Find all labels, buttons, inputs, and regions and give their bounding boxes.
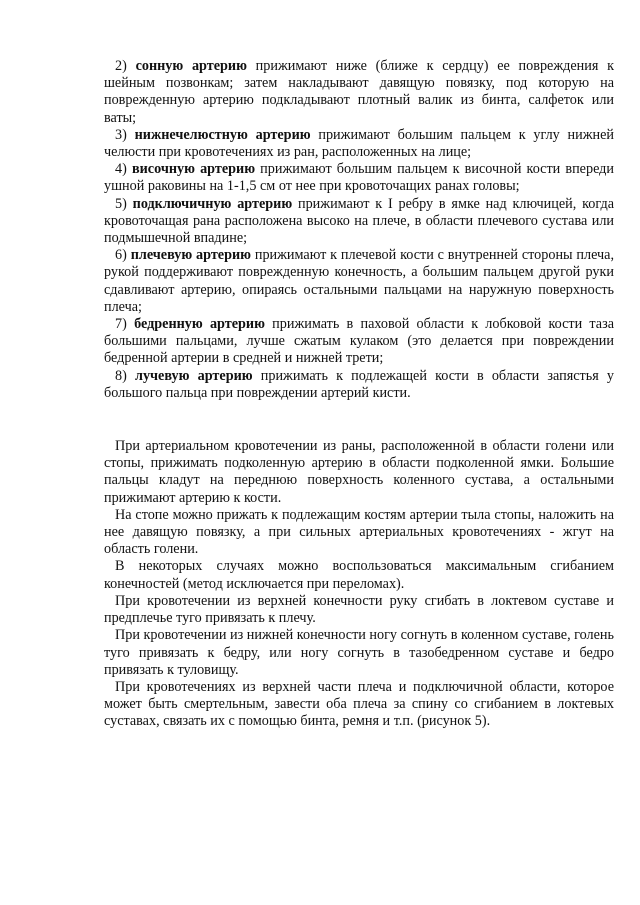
list-number: 8) <box>115 367 127 384</box>
list-number: 5) <box>115 195 127 212</box>
list-text: прижимают к I ребру в ямке над ключицей, когда кровоточащая рана расположена высоко на плече, в области плечевого сустава или подмышечной впадине; <box>104 195 614 247</box>
list-text: прижимают ниже (ближе к сердцу) ее повреждения к шейным позвонкам; затем накладывают давящую повязку, под которую на поврежденную артерию подкладывают плотный валик из бинта, салфеток или ваты; <box>104 58 614 126</box>
list-term: височную артерию <box>131 161 256 178</box>
list-item-carotid <box>104 58 614 127</box>
paragraph-flexion: В некоторых случаях можно воспользоваться максимальным сгибанием конечностей (метод исключается при переломах). <box>104 558 614 592</box>
list-text: прижимают большим пальцем к углу нижней челюсти при кровотечениях из ран, расположенных на лице; <box>104 126 615 161</box>
document-page <box>104 58 614 731</box>
paragraph-upper-limb: При кровотечении из верхней конечности руку сгибать в локтевом суставе и предплечье туго привязать к плечу. <box>104 592 614 627</box>
list-item-temporal <box>104 161 614 195</box>
list-term: сонную артерию <box>135 58 247 74</box>
paragraph-shoulder: При кровотечениях из верхней части плеча и подключичной области, которое может быть смертельным, завести оба плеча за спину со сгибанием в локтевых суставах, связать их с помощью бинта, ремня и т.п. (рисунок 5). <box>104 678 614 730</box>
list-number: 7) <box>115 316 127 333</box>
list-item-mandibular <box>104 127 614 161</box>
paragraph-lower-limb: При кровотечении из нижней конечности ногу согнуть в коленном суставе, голень туго привязать к бедру, или ногу согнуть в тазобедренном суставе и бедро привязать к туловищу. <box>104 627 614 678</box>
list-number: 2) <box>115 58 127 74</box>
list-term: плечевую артерию <box>130 247 251 264</box>
section-gap <box>104 402 614 438</box>
list-number: 4) <box>115 161 127 178</box>
list-term: подключичную артерию <box>132 195 293 212</box>
list-item-femoral <box>104 316 614 368</box>
paragraph-foot: На стопе можно прижать к подлежащим костям артерии тыла стопы, наложить на нее давящую повязку, а при сильных артериальных кровотечениях - жгут на область голени. <box>104 506 614 558</box>
list-item-brachial <box>104 247 614 316</box>
list-number: 6) <box>115 247 127 264</box>
list-term: бедренную артерию <box>134 316 265 333</box>
list-item-radial <box>104 368 614 402</box>
paragraph-popliteal: При артериальном кровотечении из раны, расположенной в области голени или стопы, прижимать подколенную артерию в области подколенной ямки. Большие пальцы кладут на переднюю поверхность коленного сустава, а остальными прижимают артерию к кости. <box>104 438 614 506</box>
list-term: нижнечелюстную артерию <box>134 126 311 143</box>
list-text: прижимать в паховой области к лобковой кости таза большими пальцами, лучше сжатым кулаком (это делается при повреждении бедренной артерии в средней и нижней трети; <box>104 316 614 367</box>
list-text: прижимают большим пальцем к височной кости впереди ушной раковины на 1-1,5 см от нее при кровоточащих ранах головы; <box>104 161 614 195</box>
list-number: 3) <box>115 126 127 143</box>
list-text: прижимают к плечевой кости с внутренней стороны плеча, рукой поддерживают поврежденную конечность, а большим пальцем другой руки сдавливают артерию, опираясь остальными пальцами на наружную поверхность плеча; <box>104 247 615 315</box>
list-item-subclavian <box>104 196 614 248</box>
list-text: прижимать к подлежащей кости в области запястья у большого пальца при повреждении артерий кисти. <box>104 367 615 401</box>
list-term: лучевую артерию <box>135 367 253 384</box>
